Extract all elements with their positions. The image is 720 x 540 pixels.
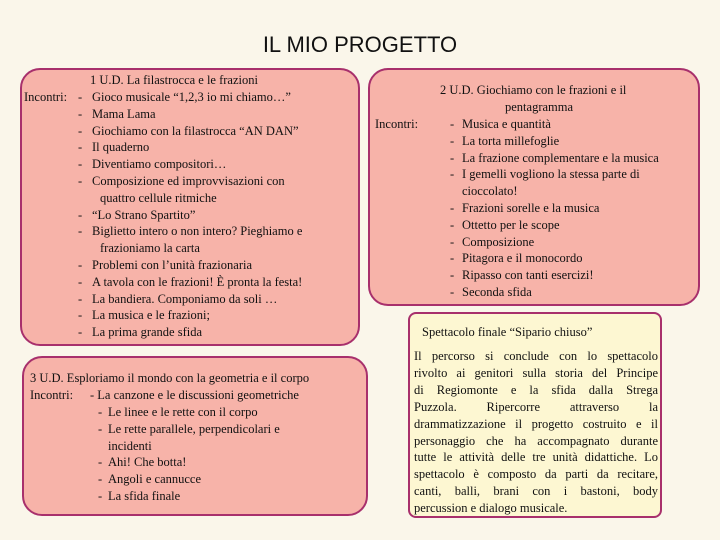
list-item: Il quaderno bbox=[92, 140, 150, 155]
bullet: - bbox=[78, 308, 83, 323]
paragraph-line: spettacolo è composto da parti da recitare, bbox=[414, 467, 658, 482]
bullet: - bbox=[450, 251, 455, 266]
bullet: - bbox=[78, 174, 83, 188]
incontri-label: Incontri: bbox=[24, 90, 68, 104]
paragraph-line: Puzzola. Ripercorre attraverso la bbox=[414, 399, 658, 414]
bullet: - bbox=[78, 274, 83, 289]
bullet: - bbox=[450, 117, 455, 131]
bullet: - bbox=[78, 123, 83, 138]
list-item: La prima grande sfida bbox=[92, 325, 203, 340]
list-item: quattro cellule ritmiche bbox=[100, 190, 217, 205]
bullet: - bbox=[78, 90, 83, 104]
bullet: - bbox=[78, 140, 83, 155]
unit-2-heading-line1: 2 U.D. Giochiamo con le frazioni e il bbox=[440, 83, 627, 97]
list-item: incidenti bbox=[108, 438, 152, 453]
paragraph-line: Il percorso si conclude con lo spettacolo bbox=[414, 349, 658, 363]
list-item: La sfida finale bbox=[108, 489, 181, 503]
paragraph-line: drammatizzazione il progetto costruito e il bbox=[414, 416, 658, 431]
bullet: - bbox=[98, 421, 103, 436]
list-item: Ottetto per le scope bbox=[462, 217, 560, 232]
list-item: Biglietto intero o non intero? Pieghiamo e bbox=[92, 224, 303, 239]
list-item: Giochiamo con la filastrocca “AN DAN” bbox=[92, 123, 299, 138]
unit-3-first-item: - La canzone e le discussioni geometriche bbox=[90, 388, 299, 402]
paragraph-line: tutte le attività delle tre unità didattiche. Lo bbox=[414, 450, 658, 465]
bullet: - bbox=[78, 106, 83, 121]
paragraph-line: di Regiomonte e la sfida dalla Strega bbox=[414, 382, 658, 397]
unit-3-box bbox=[22, 356, 368, 516]
list-item: Le linee e le rette con il corpo bbox=[108, 405, 258, 419]
list-item: La musica e le frazioni; bbox=[92, 308, 210, 323]
list-item: Angoli e cannucce bbox=[108, 472, 202, 487]
list-item: Pitagora e il monocordo bbox=[462, 251, 583, 266]
list-item: Frazioni sorelle e la musica bbox=[462, 201, 600, 215]
list-item: cioccolato! bbox=[462, 184, 518, 199]
paragraph-line: personaggio che ha accompagnato durante bbox=[414, 433, 658, 448]
bullet: - bbox=[78, 157, 83, 172]
list-item: Le rette parallele, perpendicolari e bbox=[108, 421, 280, 436]
bullet: - bbox=[78, 291, 83, 306]
bullet: - bbox=[78, 258, 83, 272]
bullet: - bbox=[450, 234, 455, 249]
list-item: Musica e quantità bbox=[462, 117, 551, 131]
list-item: I gemelli vogliono la stessa parte di bbox=[462, 167, 640, 182]
bullet: - bbox=[450, 167, 455, 182]
page-title: IL MIO PROGETTO bbox=[262, 32, 458, 57]
list-item: Seconda sfida bbox=[462, 285, 532, 299]
paragraph-line: canti, balli, brani con i bastoni, body bbox=[414, 484, 658, 499]
incontri-label: Incontri: bbox=[30, 388, 74, 402]
bullet: - bbox=[78, 207, 83, 222]
bullet: - bbox=[450, 217, 455, 232]
bullet: - bbox=[450, 150, 455, 165]
list-item: Composizione ed improvvisazioni con bbox=[92, 174, 285, 188]
paragraph-line: rivolto ai genitori sulla storia del Principe bbox=[414, 365, 658, 380]
list-item: Problemi con l’unità frazionaria bbox=[92, 258, 253, 272]
list-item: La frazione complementare e la musica bbox=[462, 150, 659, 165]
unit-3-heading: 3 U.D. Esploriamo il mondo con la geometria e il corpo bbox=[30, 371, 310, 385]
bullet: - bbox=[98, 455, 103, 470]
list-item: “Lo Strano Spartito” bbox=[92, 207, 196, 222]
bullet: - bbox=[450, 268, 455, 283]
list-item: Diventiamo compositori… bbox=[92, 157, 227, 172]
bullet: - bbox=[98, 489, 103, 503]
list-item: Mama Lama bbox=[92, 106, 156, 121]
incontri-label: Incontri: bbox=[375, 117, 419, 131]
final-show-box bbox=[408, 312, 662, 518]
unit-2-box bbox=[368, 68, 700, 306]
unit-1-box bbox=[20, 68, 360, 346]
list-item: Gioco musicale “1,2,3 io mi chiamo…” bbox=[92, 90, 291, 104]
list-item: La torta millefoglie bbox=[462, 133, 560, 148]
bullet: - bbox=[450, 201, 455, 215]
bullet: - bbox=[450, 133, 455, 148]
list-item: A tavola con le frazioni! È pronta la festa! bbox=[92, 274, 303, 289]
list-item: frazioniamo la carta bbox=[100, 241, 200, 256]
bullet: - bbox=[450, 285, 455, 299]
final-show-heading: Spettacolo finale “Sipario chiuso” bbox=[422, 325, 593, 339]
unit-2-heading-line2: pentagramma bbox=[505, 100, 574, 114]
list-item: La bandiera. Componiamo da soli … bbox=[92, 291, 278, 306]
final-show-last-line: percussion e dialogo musicale. bbox=[414, 501, 568, 515]
list-item: Ripasso con tanti esercizi! bbox=[462, 268, 594, 283]
list-item: Composizione bbox=[462, 234, 535, 249]
unit-1-heading: 1 U.D. La filastrocca e le frazioni bbox=[90, 73, 258, 87]
bullet: - bbox=[98, 472, 103, 487]
bullet: - bbox=[98, 405, 103, 419]
list-item: Ahi! Che botta! bbox=[108, 455, 187, 470]
bullet: - bbox=[78, 325, 83, 340]
bullet: - bbox=[78, 224, 83, 239]
